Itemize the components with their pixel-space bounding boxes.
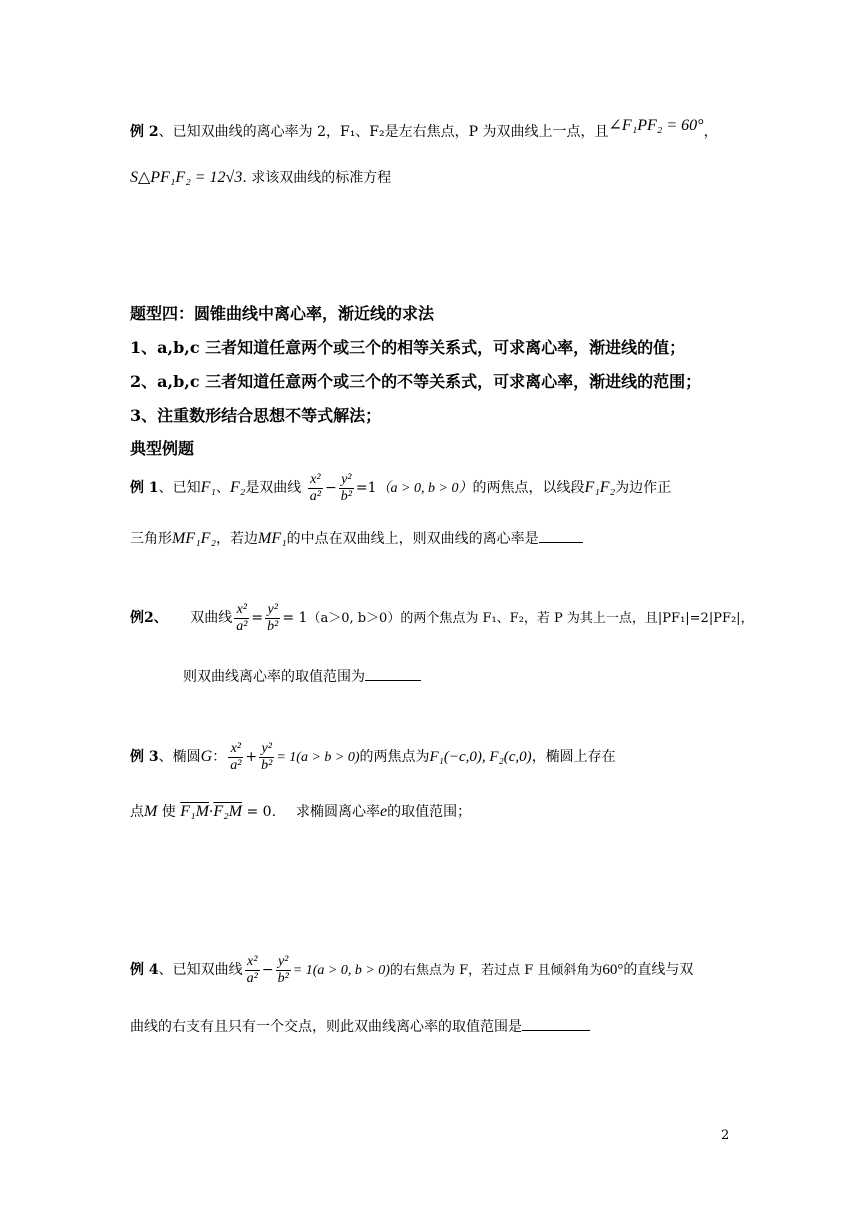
fraction-y2-b2 — [276, 954, 291, 987]
example-text: . 求该双曲线的标准方程 — [242, 170, 392, 186]
example-text: ，若边 — [216, 531, 258, 547]
example-text: 、已知双曲线的离心率为 2，F₁、F₂是左右焦点，P 为双曲线上一点，且 — [158, 124, 609, 140]
example-label: 例 4 — [130, 962, 159, 978]
fraction-y2-b2 — [265, 602, 280, 635]
denominator: a² — [230, 757, 242, 773]
method-item-3: 3、注重数形结合思想不等式解法； — [130, 406, 382, 425]
example-text: 使 — [161, 804, 176, 820]
method-item-1: 1、a,b,c 三者知道任意两个或三个的相等关系式，可求离心率，渐进线的值； — [130, 338, 686, 357]
method-item-2: 2、a,b,c 三者知道任意两个或三个的不等关系式，可求离心率，渐进线的范围； — [130, 372, 702, 391]
punctuation: ： — [212, 749, 227, 765]
condition: = 1(a > b > 0) — [276, 750, 360, 765]
numerator: y² — [265, 602, 280, 619]
answer-blank[interactable] — [539, 526, 583, 543]
example-1-line-1 — [130, 468, 671, 509]
example-text: 三角形 — [130, 531, 172, 547]
example-text: 是双曲线 — [245, 480, 302, 496]
condition: （a > 0, b > 0） — [376, 481, 473, 496]
operator: = — [251, 610, 264, 626]
example-2-line-1 — [130, 117, 718, 142]
denominator: b² — [261, 757, 273, 773]
denominator: b² — [277, 970, 289, 986]
page-number: 2 — [721, 1128, 730, 1143]
point-m: M — [144, 803, 158, 820]
example-text: 的取值范围； — [387, 804, 472, 820]
fraction-x2-a2 — [308, 472, 323, 505]
example-text: 双曲线 — [190, 610, 233, 626]
ellipse-g: G — [200, 748, 213, 765]
numerator: y² — [259, 741, 274, 758]
example-4-line-2 — [130, 1014, 590, 1037]
example-text: （a＞0, b＞0）的两个焦点为 F₁、F₂，若 P 为其上一点，且|PF₁|=2|PF₂|， — [307, 611, 754, 626]
operator: + — [245, 749, 258, 765]
example-text: 的两焦点，以线段 — [472, 480, 585, 496]
fraction-y2-b2 — [339, 472, 354, 505]
area-formula: S△PF₁F₂ = 12√3 — [130, 169, 243, 186]
answer-blank[interactable] — [365, 664, 421, 681]
numerator: x² — [234, 602, 249, 619]
example-text: 的两焦点为 — [359, 749, 430, 765]
operator: − — [261, 962, 274, 978]
example-text: 的右焦点为 F，若过点 F 且倾斜角为 — [389, 963, 603, 978]
example-text: 求椭圆离心率 — [296, 804, 381, 820]
eccentricity-e: e — [380, 803, 388, 820]
focus-f1: F₁ — [200, 479, 216, 496]
example-text: 曲线的右支有且只有一个交点，则此双曲线离心率的取值范围是 — [130, 1019, 522, 1035]
triangle-mf1f2: MF₁F₂ — [172, 530, 216, 547]
number: 1 — [367, 480, 377, 496]
example-text: 、已知 — [158, 480, 201, 496]
numerator: x² — [308, 472, 323, 489]
punctuation: ， — [703, 124, 718, 140]
focus-f2: F₂ — [229, 479, 246, 496]
example-3-line-1 — [130, 737, 616, 778]
example-label: 例 3 — [130, 749, 159, 765]
operator: · — [208, 804, 214, 820]
fraction-x2-a2 — [234, 602, 249, 635]
numerator: x² — [228, 741, 243, 758]
denominator: a² — [246, 970, 258, 986]
vector-f1m: F₁M — [180, 803, 209, 820]
example-1-line-2 — [130, 526, 583, 549]
equation-rhs: = 0. — [246, 804, 277, 820]
example-2b-line-2 — [183, 664, 421, 687]
example-text: 、已知双曲线 — [158, 962, 243, 978]
fraction-x2-a2 — [228, 741, 243, 774]
example-3-line-2 — [130, 802, 471, 822]
denominator: b² — [267, 618, 279, 634]
typical-examples-heading: 典型例题 — [130, 439, 195, 458]
example-text: 、椭圆 — [158, 749, 201, 765]
vector-f2m: F₂M — [213, 803, 243, 820]
angle-value: 60° — [602, 962, 624, 978]
example-2b-line-1 — [130, 598, 754, 639]
example-text: ，椭圆上存在 — [531, 749, 616, 765]
denominator: a² — [309, 488, 321, 504]
example-text: 的中点在双曲线上，则双曲线的离心率是 — [286, 531, 539, 547]
fraction-x2-a2 — [245, 954, 260, 987]
example-label: 例 1 — [130, 480, 159, 496]
example-text: 点 — [130, 804, 144, 820]
fraction-y2-b2 — [259, 741, 274, 774]
segment-f1f2: F₁F₂ — [584, 479, 616, 496]
example-label: 例2、 — [130, 610, 168, 626]
condition: = 1(a > 0, b > 0) — [292, 963, 390, 978]
section-title: 题型四：圆锥曲线中离心率，渐近线的求法 — [130, 304, 435, 323]
example-text: 则双曲线离心率的取值范围为 — [183, 669, 365, 685]
example-label: 例 2 — [130, 124, 159, 140]
side-mf1: MF₁ — [258, 530, 287, 547]
angle-formula: ∠F₁PF₂ = 60° — [608, 117, 704, 134]
foci-coordinates: F₁(−c,0), F₂(c,0) — [429, 749, 532, 765]
example-text: 为边作正 — [615, 480, 672, 496]
denominator: b² — [340, 488, 352, 504]
answer-blank[interactable] — [522, 1014, 590, 1031]
example-text: 的直线与双 — [623, 962, 694, 978]
numerator: y² — [276, 954, 291, 971]
operator: − — [324, 480, 337, 496]
operator: = — [355, 480, 368, 496]
example-2-line-2 — [130, 168, 391, 188]
punctuation: 、 — [215, 480, 230, 496]
example-4-line-1 — [130, 950, 693, 991]
denominator: a² — [236, 618, 248, 634]
equation-rhs: = 1 — [282, 610, 308, 626]
numerator: x² — [245, 954, 260, 971]
numerator: y² — [339, 472, 354, 489]
